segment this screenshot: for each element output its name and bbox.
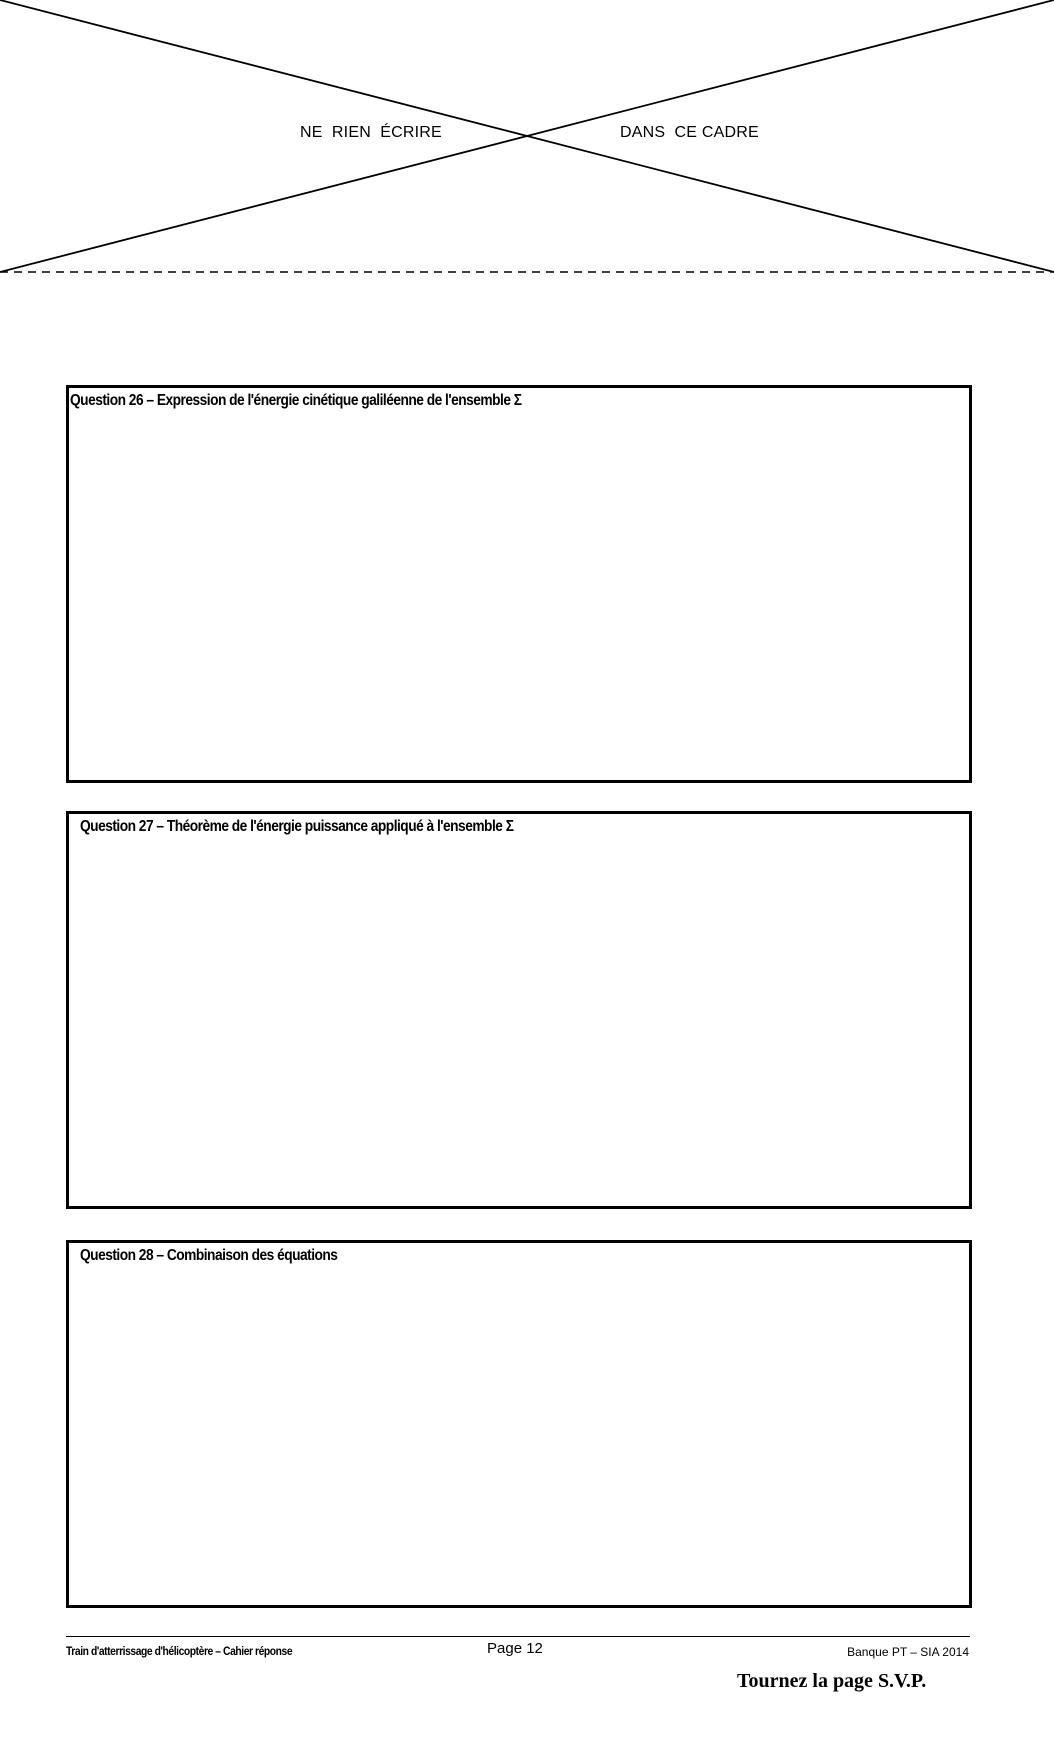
answer-box-question-28[interactable] bbox=[66, 1240, 972, 1608]
question-26-title: Question 26 – Expression de l'énergie cinétique galiléenne de l'ensemble Σ bbox=[70, 392, 522, 409]
answer-box-question-26[interactable] bbox=[66, 385, 972, 783]
crossed-frame-lines bbox=[0, 0, 1054, 280]
no-write-label-right: DANS CE CADRE bbox=[620, 124, 759, 141]
answer-box-question-27[interactable] bbox=[66, 811, 972, 1209]
footer-divider bbox=[66, 1636, 970, 1637]
footer-document-title: Train d'atterrissage d'hélicoptère – Cahier réponse bbox=[66, 1644, 293, 1658]
no-write-label-left: NE RIEN ÉCRIRE bbox=[300, 124, 442, 141]
no-write-zone bbox=[0, 0, 1054, 280]
footer-page-number: Page 12 bbox=[487, 1640, 543, 1657]
footer-exam-bank: Banque PT – SIA 2014 bbox=[847, 1645, 969, 1659]
turn-page-notice: Tournez la page S.V.P. bbox=[737, 1670, 927, 1692]
question-27-title: Question 27 – Théorème de l'énergie puissance appliqué à l'ensemble Σ bbox=[80, 818, 514, 835]
question-28-title: Question 28 – Combinaison des équations bbox=[80, 1247, 338, 1264]
